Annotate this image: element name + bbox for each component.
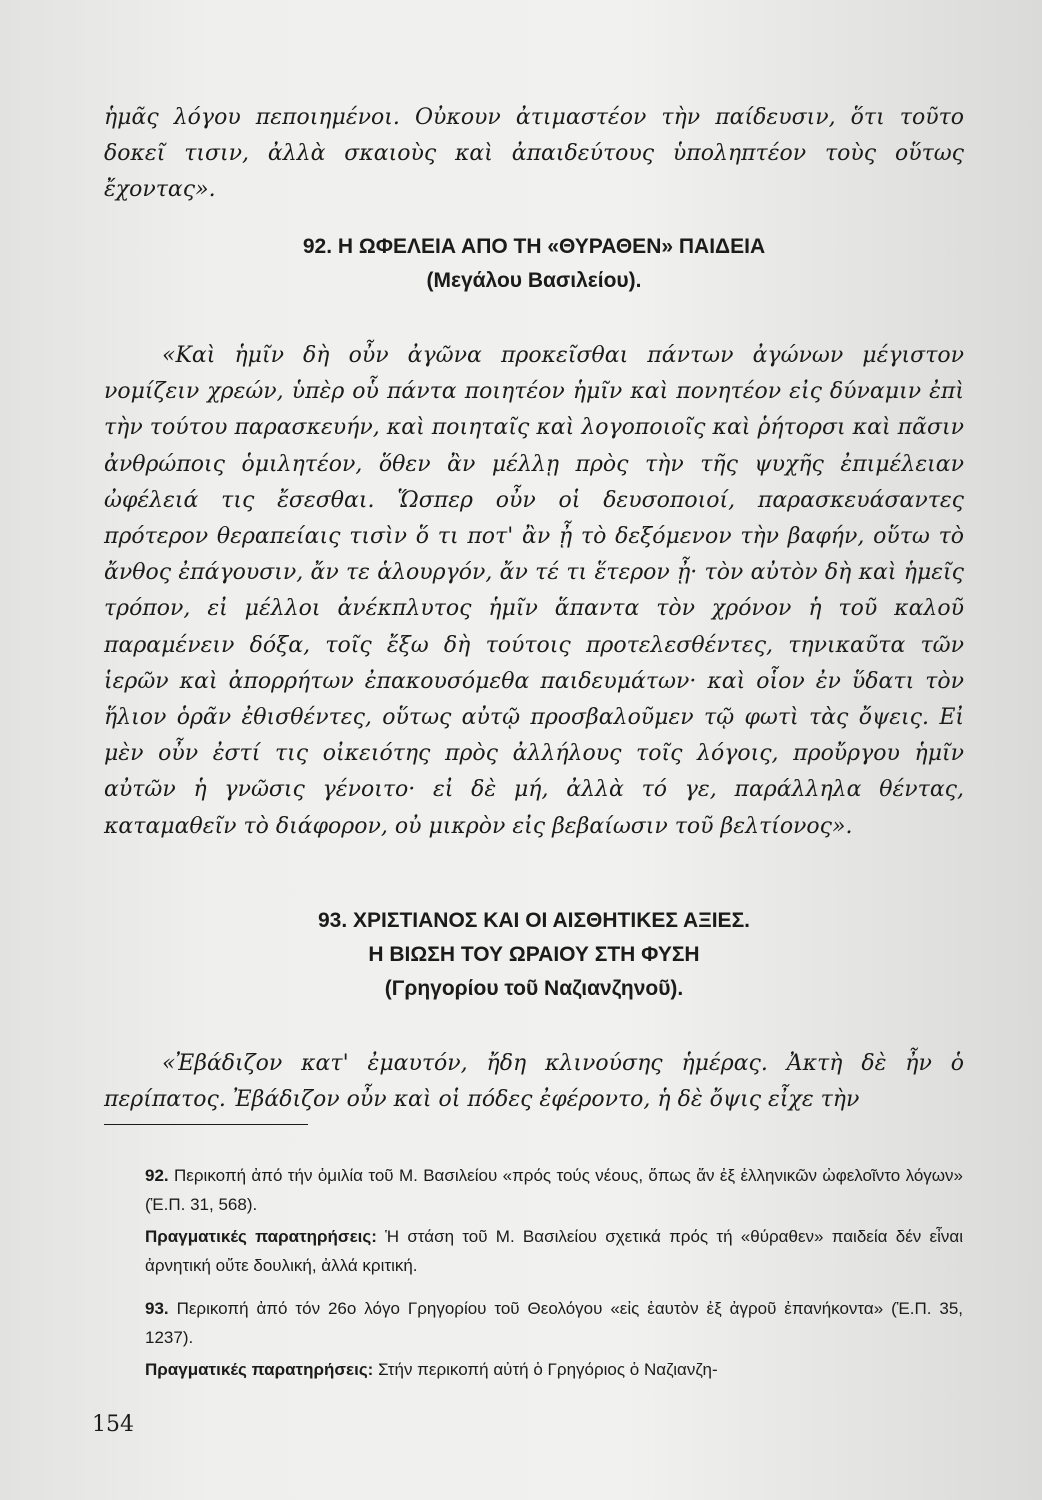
section-92-text: «Καὶ ἡμῖν δὴ οὖν ἀγῶνα προκεῖσθαι πάντων ἀγώνων μέγιστον νομίζειν χρεών, ὑπὲρ οὗ πάντα ποιητέον ἡμῖν καὶ πονητέον εἰς δύναμιν ἐπὶ τὴν τούτου παρασκευήν, καὶ ποιηταῖς καὶ λογοποιοῖς καὶ ῥήτορσι καὶ πᾶσιν ἀνθρώποις ὁμιλητέον, ὅθεν ἂν μέλλῃ πρὸς τὴν τῆς ψυχῆς ἐπιμέλειαν ὠφέλειά τις ἔσεσθαι. Ὥσπερ οὖν οἱ δευσοποιοί, παρασκευάσαντες πρότερον θεραπείαις τισὶν ὅ τι ποτ' ἂν ᾖ τὸ δεξόμενον τὴν βαφήν, οὕτω τὸ ἄνθος ἐπάγουσιν, ἄν τε ἁλουργόν, ἄν τέ τι ἕτερον ᾖ· τὸν αὐτὸν δὴ καὶ ἡμεῖς τρόπον, εἰ μέλλοι ἀνέκπλυτος ἡμῖν ἅπαντα τὸν χρόνον ἡ τοῦ καλοῦ παραμένειν δόξα, τοῖς ἔξω δὴ τούτοις προτελεσθέντες, τηνικαῦτα τῶν ἱερῶν καὶ ἀπορρήτων ἐπακουσόμεθα παιδευμάτων· καὶ οἷον ἐν ὕδατι τὸν ἥλιον ὁρᾶν ἐθισθέντες, οὕτως αὐτῷ προσβαλοῦμεν τῷ φωτὶ τὰς ὄψεις. Εἰ μὲν οὖν ἐστί τις οἰκειότης πρὸς ἀλλήλους τοῖς λόγοις, προὔργου ἡμῖν αὐτῶν ἡ γνῶσις γένοιτο· εἰ δὲ μή, ἀλλὰ τό γε, παράλληλα θέντας, καταμαθεῖν τὸ διάφορον, οὐ μικρὸν εἰς βεβαίωσιν τοῦ βελτίονος». <box>104 343 964 839</box>
footnote-separator <box>104 1124 308 1125</box>
footnote-92-remarks-label: Πραγματικές παρατηρήσεις: <box>145 1227 377 1246</box>
footnote-92 <box>145 1161 963 1219</box>
page-number: 154 <box>92 1412 134 1437</box>
section-93-author: (Γρηγορίου τοῦ Ναζιανζηνοῦ). <box>384 977 684 1000</box>
footnote-93-remarks <box>145 1355 963 1384</box>
footnote-92-remarks <box>145 1222 963 1280</box>
footnote-93-text: Περικοπή ἀπό τόν 26ο λόγο Γρηγορίου τοῦ Θεολόγου «εἰς ἑαυτὸν ἐξ ἀγροῦ ἐπανήκοντα» (Ἑ.Π. 35, 1237). <box>145 1299 963 1347</box>
section-93-title-line2: Η ΒΙΩΣΗ ΤΟΥ ΩΡΑΙΟΥ ΣΤΗ ΦΥΣΗ <box>368 943 700 966</box>
continued-paragraph: ἡμᾶς λόγου πεποιημένοι. Οὐκουν ἀτιμαστέον τὴν παίδευσιν, ὅτι τοῦτο δοκεῖ τισιν, ἀλλὰ σκαιοὺς καὶ ἀπαιδεύτους ὑποληπτέον τοὺς οὕτως ἔχοντας». <box>104 105 964 203</box>
section-93-title-line1: 93. ΧΡΙΣΤΙΑΝΟΣ ΚΑΙ ΟΙ ΑΙΣΘΗΤΙΚΕΣ ΑΞΙΕΣ. <box>317 909 751 932</box>
section-92-author: (Μεγάλου Βασιλείου). <box>426 269 642 292</box>
footnote-93-number: 93. <box>145 1299 169 1318</box>
footnote-92-remarks-text: Ἡ στάση τοῦ Μ. Βασιλείου σχετικά πρός τή «θύραθεν» παιδεία δέν εἶναι ἀρνητική οὔτε δουλική, ἀλλά κριτική. <box>145 1227 963 1275</box>
footnote-93-remarks-label: Πραγματικές παρατηρήσεις: <box>145 1360 374 1379</box>
footnote-93 <box>145 1294 963 1352</box>
section-93-text: «Ἐβάδιζον κατ' ἐμαυτόν, ἤδη κλινούσης ἡμέρας. Ἀκτὴ δὲ ἦν ὁ περίπατος. Ἐβάδιζον οὖν καὶ οἱ πόδες ἐφέροντο, ἡ δὲ ὄψις εἶχε τὴν <box>104 1051 964 1113</box>
footnote-93-remarks-text: Στήν περικοπή αὐτή ὁ Γρηγόριος ὁ Ναζιανζη- <box>378 1360 718 1379</box>
section-92-heading <box>104 230 964 298</box>
section-92-title: 92. Η ΩΦΕΛΕΙΑ ΑΠΟ ΤΗ «ΘΥΡΑΘΕΝ» ΠΑΙΔΕΙΑ <box>302 235 766 258</box>
section-93-heading <box>104 904 964 1006</box>
footnote-92-number: 92. <box>145 1166 169 1185</box>
footnote-92-text: Περικοπή ἀπό τήν ὁμιλία τοῦ Μ. Βασιλείου «πρός τούς νέους, ὅπως ἄν ἐξ ἑλληνικῶν ὠφελοῖντο λόγων» (Ἑ.Π. 31, 568). <box>145 1166 964 1214</box>
